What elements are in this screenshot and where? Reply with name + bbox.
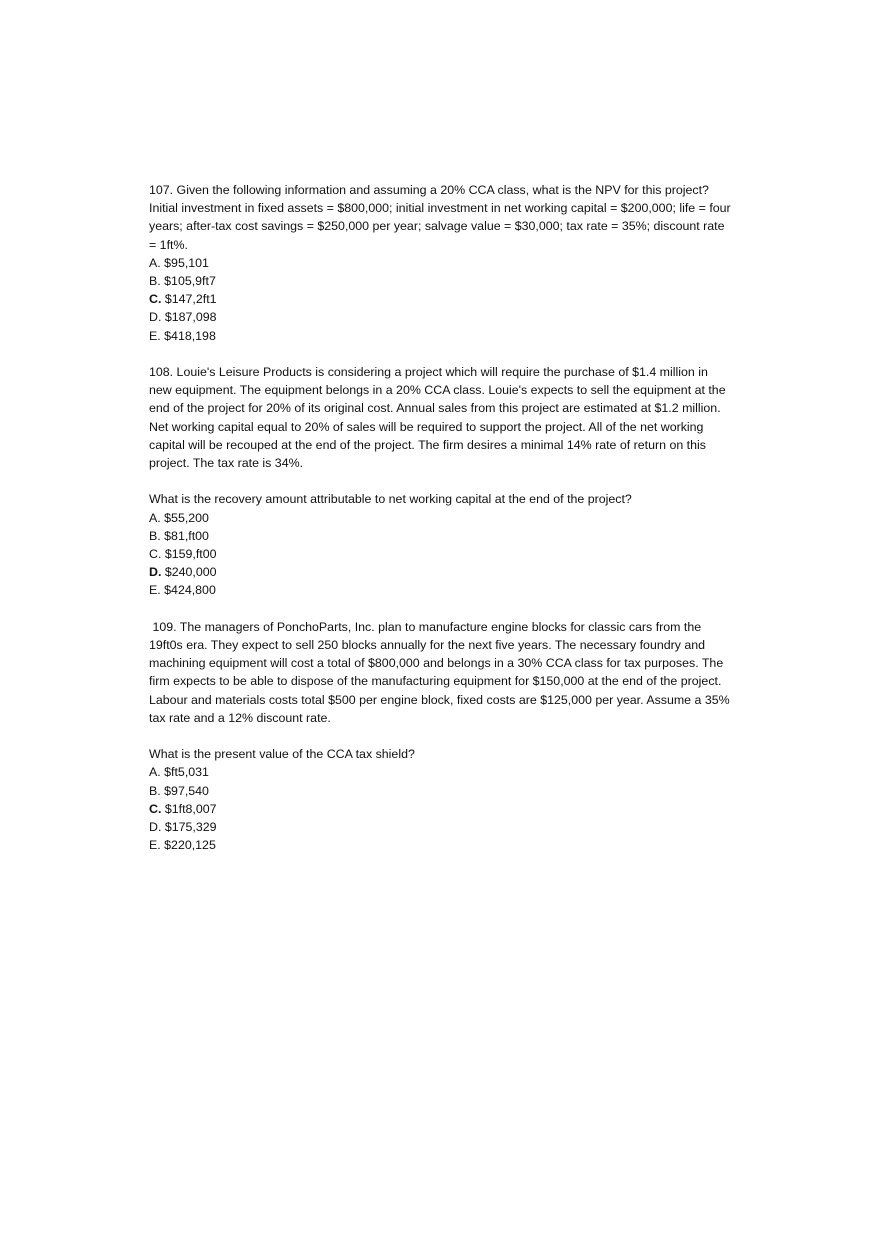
question-stem: 107. Given the following information and assuming a 20% CCA class, what is the NPV for this project? Initial investment in fixed assets = $800,000; initial investment in net working capital = $200,000; life = four years; after-tax cost savings = $250,000 per year; salvage value = $30,000; tax rate = 35%; discount rate = 1ft%. <box>149 183 731 252</box>
question-prompt: What is the present value of the CCA tax shield? <box>149 747 415 762</box>
option-letter: A. <box>149 765 161 780</box>
spacer <box>149 600 734 618</box>
question-stem: 109. The managers of PonchoParts, Inc. plan to manufacture engine blocks for classic cars from the 19ft0s era. They expect to sell 250 blocks annually for the next five years. The necessary foundry and machining equipment will cost a total of $800,000 and belongs in a 30% CCA class for tax purposes. The firm expects to be able to dispose of the manufacturing equipment for $150,000 at the end of the project. Labour and materials costs total $500 per engine block, fixed costs are $125,000 per year. Assume a 35% tax rate and a 12% discount rate. <box>149 619 734 725</box>
option-text: $220,125 <box>160 838 216 853</box>
option-text: $175,329 <box>161 820 217 835</box>
option-text: $159,ft00 <box>161 547 217 562</box>
answer-options <box>149 509 734 600</box>
answer-option-a <box>149 763 734 781</box>
option-text: $1ft8,007 <box>161 801 217 816</box>
answer-option-e <box>149 581 734 599</box>
answer-option-e <box>149 836 734 854</box>
question-107 <box>149 181 734 345</box>
question-109 <box>149 618 734 855</box>
option-letter: E. <box>149 838 161 853</box>
spacer <box>149 345 734 363</box>
answer-option-d <box>149 563 734 581</box>
option-letter-correct: C. <box>149 801 162 816</box>
answer-option-e <box>149 327 734 345</box>
option-letter: A. <box>149 510 161 525</box>
option-letter-correct: D. <box>149 565 162 580</box>
option-letter: E. <box>149 583 161 598</box>
answer-option-d <box>149 308 734 326</box>
document-page <box>149 181 734 854</box>
option-letter: D. <box>149 310 162 325</box>
option-letter: E. <box>149 328 161 343</box>
option-text: $147,2ft1 <box>161 292 217 307</box>
option-letter: D. <box>149 820 162 835</box>
answer-options <box>149 254 734 345</box>
answer-option-b <box>149 272 734 290</box>
answer-option-b <box>149 527 734 545</box>
question-stem: 108. Louie's Leisure Products is considering a project which will require the purchase of $1.4 million in new equipment. The equipment belongs in a 20% CCA class. Louie's expects to sell the equipment at the end of the project for 20% of its original cost. Annual sales from this project are estimated at $1.2 million. Net working capital equal to 20% of sales will be required to support the project. All of the net working capital will be recouped at the end of the project. The firm desires a minimal 14% rate of return on this project. The tax rate is 34%. <box>149 365 726 471</box>
answer-option-b <box>149 782 734 800</box>
option-text: $55,200 <box>160 510 209 525</box>
option-text: $81,ft00 <box>160 528 209 543</box>
option-text: $97,540 <box>160 783 209 798</box>
answer-option-d <box>149 818 734 836</box>
option-letter: A. <box>149 255 161 270</box>
question-108 <box>149 363 734 600</box>
option-text: $187,098 <box>161 310 217 325</box>
option-letter-correct: C. <box>149 292 162 307</box>
answer-option-a <box>149 254 734 272</box>
option-letter: B. <box>149 528 161 543</box>
option-text: $240,000 <box>161 565 217 580</box>
answer-option-c <box>149 290 734 308</box>
option-letter: B. <box>149 274 161 289</box>
answer-options <box>149 763 734 854</box>
question-prompt: What is the recovery amount attributable to net working capital at the end of the project? <box>149 492 632 507</box>
option-text: $ft5,031 <box>160 765 209 780</box>
option-text: $105,9ft7 <box>160 274 216 289</box>
option-letter: C. <box>149 547 162 562</box>
option-letter: B. <box>149 783 161 798</box>
answer-option-a <box>149 509 734 527</box>
option-text: $424,800 <box>160 583 216 598</box>
answer-option-c <box>149 800 734 818</box>
option-text: $418,198 <box>160 328 216 343</box>
answer-option-c <box>149 545 734 563</box>
option-text: $95,101 <box>160 255 209 270</box>
